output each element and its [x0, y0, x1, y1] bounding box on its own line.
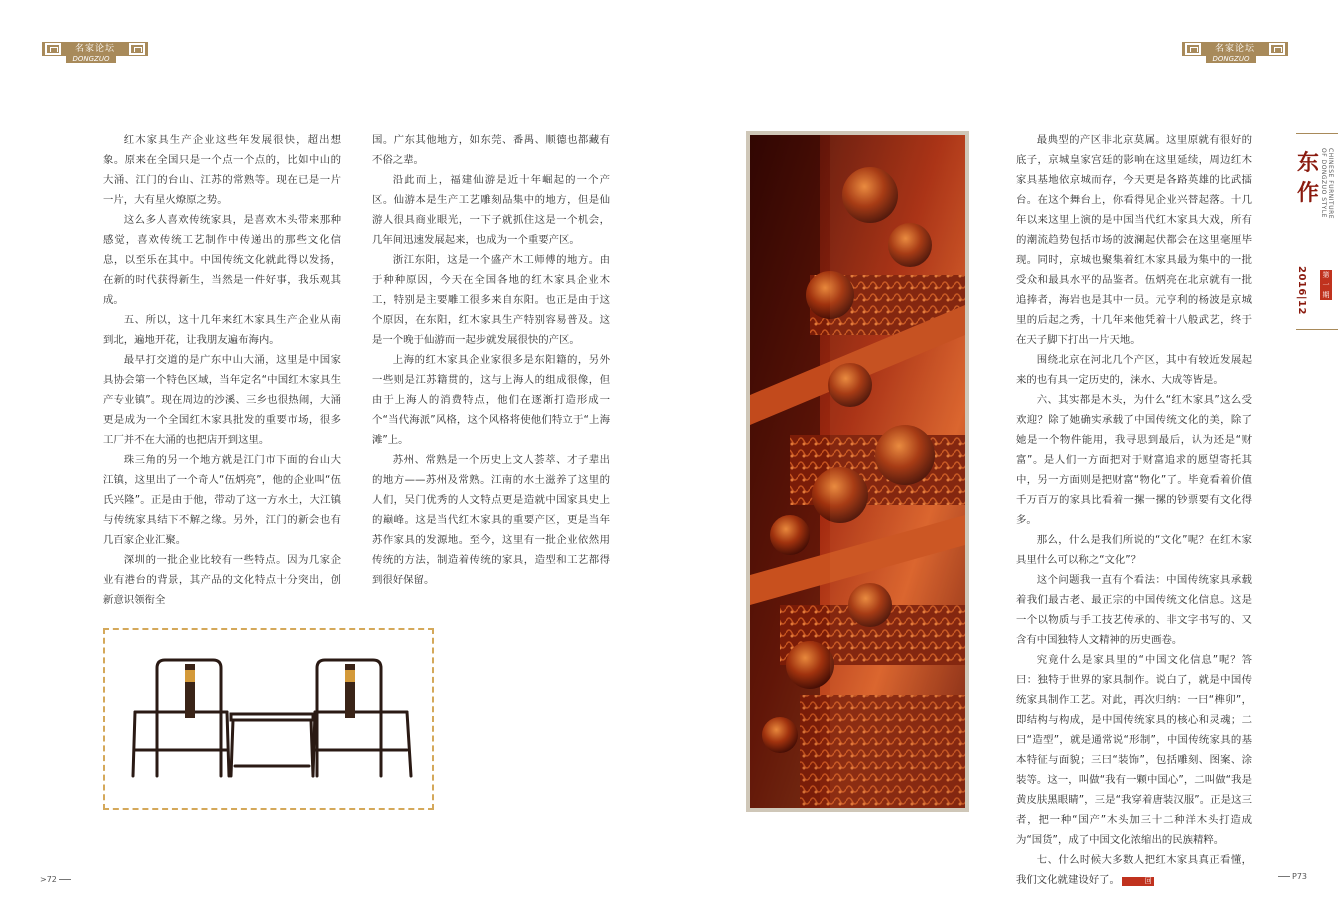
column-subtitle: DONGZUO	[1206, 55, 1256, 63]
paragraph: 国。广东其他地方，如东莞、番禺、顺德也都藏有不俗之辈。	[372, 134, 610, 166]
page-number-left: >72	[40, 875, 71, 884]
article-column-1	[103, 130, 341, 610]
paragraph: 浙江东阳，这是一个盛产木工师傅的地方。由于种种原因，今天在全国各地的红木家具企业木工，特别是主要雕工很多来自东阳。也正是由于这个原因，在东阳，红木家具生产特别容易普及。这是一个晚于仙游而一起步就发展很快的产区。	[372, 254, 610, 346]
paragraph: 苏州、常熟是一个历史上文人荟萃、才子辈出的地方——苏州及常熟。江南的水土滋养了这里的人们，吴门优秀的人文特点更是造就中国家具史上的巅峰。这是当代红木家具的重要产区，更是当年苏作家具的发源地。至今，这里有一批企业依然用传统的方法，制造着传统的家具，造型和工艺都得到很好保留。	[372, 454, 610, 586]
cabinet-photo-frame	[746, 131, 969, 812]
article-column-2	[372, 130, 610, 590]
paragraph: 五、所以，这十几年来红木家具生产企业从南到北，遍地开花，让我朋友遍布海内。	[103, 314, 341, 346]
issue-date: 2016|12	[1296, 266, 1307, 315]
end-mark-icon: 回	[1122, 877, 1154, 886]
paragraph: 这个问题我一直有个看法：中国传统家具承载着我们最古老、最正宗的中国传统文化信息。这是一个以物质与手工技艺传承的、非文字书写的、又含有中国独特人文精神的历史画卷。	[1016, 574, 1252, 646]
paragraph: 六、其实都是木头，为什么“红木家具”这么受欢迎？除了她确实承载了中国传统文化的美，除了她是一个物件能用，我寻思到最后，认为还是“财富”。是人们一方面把对于财富追求的愿望寄托其中，另一方面则是把财富“物化”了。毕竟看着价值千万百万的家具比看着一摞一摞的钞票要有文化得多。	[1016, 394, 1252, 526]
paragraph: 最典型的产区非北京莫属。这里原就有很好的底子，京城皇家宫廷的影响在这里延续，周边红木家具基地依京城而存，今天更是各路英雄的比武擂台。在这个舞台上，你看得见企业兴替起落。十几年以来这里上演的是中国当代红木家具大戏，所有的潮流趋势包括市场的波澜起伏都会在这里毫厘毕现。同时，京城也聚集着红木家具最为集中的一批受众和最具水平的品鉴者。伍炳亮在北京就有一批追捧者，海岩也是其中一员。元亨利的杨波是京城里的后起之秀，十几年来他凭着十八般武艺，终于在天子脚下打出一片天地。	[1016, 134, 1252, 346]
paragraph: 红木家具生产企业这些年发展很快，超出想象。原来在全国只是一个点一个点的，比如中山的大涌、江门的台山、江苏的常熟等。现在已是一片一片，大有星火燎原之势。	[103, 134, 341, 206]
side-rule	[1296, 133, 1338, 134]
paragraph	[1016, 850, 1252, 890]
carved-wood-illustration	[750, 135, 965, 808]
column-subtitle: DONGZUO	[66, 55, 116, 63]
column-title: 名家论坛	[1214, 44, 1255, 54]
carved-cabinet-photo	[750, 135, 965, 808]
magazine-logo: 东作	[1297, 150, 1320, 206]
side-rule	[1296, 329, 1338, 330]
paragraph: 究竟什么是家具里的“中国文化信息”呢？答曰：独特于世界的家具制作。说白了，就是中国传统家具制作工艺。对此，再次归纳：一曰“榫卯”，即结构与构成，是中国传统家具的核心和灵魂；二曰“造型”，就是通常说“形制”，中国传统家具的基本特征与面貌；三曰“装饰”，包括雕刻、图案、涂装等。这一，叫做“我有一颗中国心”，二叫做“我是黄皮肤黑眼睛”，三是“我穿着唐装汉服”。正是这三者，把一种“国产”木头加三十二种洋木头打造成为“国货”，成了中国文化浓缩出的民族精粹。	[1016, 654, 1252, 846]
issue-label: 第一期	[1320, 270, 1332, 300]
page-number-right: P73	[1278, 872, 1307, 881]
paragraph: 围绕北京在河北几个产区，其中有较近发展起来的也有具一定历史的，涞水、大成等皆是。	[1016, 354, 1252, 386]
column-badge-left	[42, 42, 148, 62]
column-title: 名家论坛	[74, 44, 115, 54]
paragraph: 那么，什么是我们所说的“文化”呢？在红木家具里什么可以称之“文化”？	[1016, 534, 1252, 566]
furniture-photo-box	[103, 628, 434, 810]
paragraph: 深圳的一批企业比较有一些特点。因为几家企业有港台的背景，其产品的文化特点十分突出，创新意识领衔全	[103, 554, 341, 606]
magazine-english-title: CHINESE FURNITURE OF DONGZUO STYLE	[1320, 148, 1334, 220]
fret-pattern-icon	[45, 43, 61, 55]
fret-pattern-icon	[129, 43, 145, 55]
paragraph-text: 七、什么时候大多数人把红木家具真正看懂，我们文化就建设好了。	[1016, 854, 1252, 886]
fret-pattern-icon	[1269, 43, 1285, 55]
paragraph: 最早打交道的是广东中山大涌，这里是中国家具协会第一个特色区域，当年定名“中国红木家具生产专业镇”。现在周边的沙溪、三乡也很热闹，大涌更是成为一个全国红木家具批发的重要市场，很多工厂并不在大涌的也把店开到这里。	[103, 354, 341, 446]
paragraph: 这么多人喜欢传统家具，是喜欢木头带来那种感觉，喜欢传统工艺制作中传递出的那些文化信息，以至乐在其中。中国传统文化就此得以发扬，在新的时代获得新生，当然是一件好事，我乐观其成。	[103, 214, 341, 306]
fret-pattern-icon	[1185, 43, 1201, 55]
paragraph: 沿此而上，福建仙游是近十年崛起的一个产区。仙游本是生产工艺雕刻品集中的地方，但是仙游人很具商业眼光，一下子就抓住这是一个机会，几年间迅速发展起来，也成为一个重要产区。	[372, 174, 610, 246]
chairs-illustration	[105, 630, 432, 808]
paragraph: 上海的红木家具企业家很多是东阳籍的，另外一些则是江苏籍贯的，这与上海人的组成很像，但由于上海人的消费特点，他们在逐渐打造形成一个“当代海派”风格，这个风格将使他们特立于“上海滩”上。	[372, 354, 610, 446]
column-badge-right	[1182, 42, 1288, 62]
article-column-3	[1016, 130, 1252, 890]
paragraph: 珠三角的另一个地方就是江门市下面的台山大江镇，这里出了一个奇人“伍炳亮”，他的企业叫“伍氏兴隆”。正是由于他，带动了这一方水土，大江镇与传统家具结下不解之缘。另外，江门的新会也有几百家企业汇聚。	[103, 454, 341, 546]
